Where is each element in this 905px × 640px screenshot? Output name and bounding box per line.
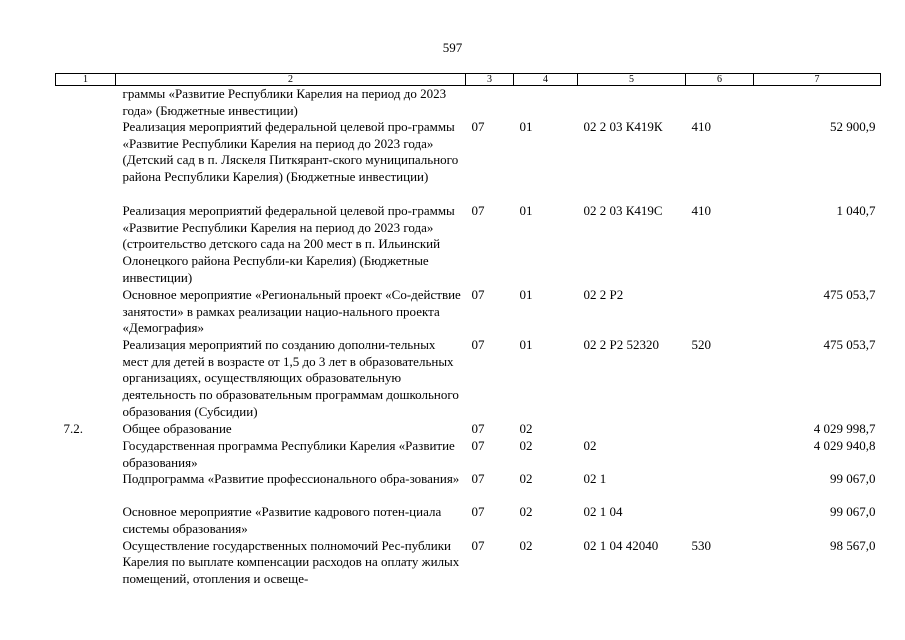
row-target-item: 02 1 04 42040 bbox=[583, 537, 659, 553]
row-target-item: 02 2 03 К419К bbox=[583, 119, 663, 135]
row-number bbox=[56, 86, 116, 120]
row-expense-type: 410 bbox=[691, 119, 711, 135]
row-section bbox=[466, 86, 514, 120]
table-row bbox=[56, 203, 881, 287]
row-target-item: 02 1 bbox=[583, 471, 607, 487]
table-row bbox=[56, 538, 881, 588]
row-number bbox=[56, 337, 116, 421]
row-name: Основное мероприятие «Региональный проект «Со-действие занятости» в рамках реализации нацио-нального проекта «Демография» bbox=[122, 287, 461, 336]
table-row bbox=[56, 337, 881, 421]
row-expense-type: 410 bbox=[691, 203, 711, 219]
row-amount: 98 567,0 bbox=[830, 537, 876, 553]
col-header-2: 2 bbox=[116, 74, 466, 86]
table-row bbox=[56, 287, 881, 337]
row-target-item bbox=[578, 86, 686, 120]
row-subsection: 01 bbox=[519, 337, 533, 353]
row-amount: 99 067,0 bbox=[830, 504, 876, 520]
row-amount: 475 053,7 bbox=[823, 287, 876, 303]
row-amount: 52 900,9 bbox=[830, 119, 876, 135]
row-subsection: 02 bbox=[519, 438, 533, 454]
row-number bbox=[56, 438, 116, 471]
page-number: 597 bbox=[442, 40, 463, 55]
row-expense-type bbox=[686, 504, 754, 537]
row-expense-type bbox=[686, 287, 754, 337]
row-expense-type bbox=[686, 421, 754, 438]
row-name: Подпрограмма «Развитие профессионального обра-зования» bbox=[122, 471, 460, 487]
row-number: 7.2. bbox=[63, 421, 83, 437]
row-name: Реализация мероприятий по созданию дополни-тельных мест для детей в возрасте от 1,5 до 3 лет в образовательных организациях, осуществляющих образовательную деятельность по образовательным программам дошкольного образования (Субсидии) bbox=[122, 337, 459, 419]
row-amount: 4 029 998,7 bbox=[813, 421, 876, 437]
row-subsection: 01 bbox=[519, 203, 533, 219]
row-number bbox=[56, 504, 116, 537]
row-amount: 99 067,0 bbox=[830, 471, 876, 487]
row-name: Государственная программа Республики Карелия «Развитие образования» bbox=[122, 438, 455, 470]
row-amount: 1 040,7 bbox=[836, 203, 876, 219]
row-name: Основное мероприятие «Развитие кадрового потен-циала системы образования» bbox=[122, 504, 442, 536]
row-name: Реализация мероприятий федеральной целевой про-граммы «Развитие Республики Карелия на период до 2023 года» (строительство детского сада на 200 мест в п. Ильинский Олонецкого района Республи-ки Карелия) (Бюджетные инвестиции) bbox=[122, 203, 455, 285]
row-name: Общее образование bbox=[122, 421, 232, 437]
row-subsection: 01 bbox=[519, 287, 533, 303]
table-row bbox=[56, 504, 881, 537]
col-header-1: 1 bbox=[56, 74, 116, 86]
row-subsection bbox=[514, 86, 578, 120]
row-expense-type: 530 bbox=[691, 537, 711, 553]
table-row bbox=[56, 86, 881, 120]
col-header-5: 5 bbox=[578, 74, 686, 86]
row-amount: 475 053,7 bbox=[823, 337, 876, 353]
row-subsection: 01 bbox=[519, 119, 533, 135]
row-section: 07 bbox=[471, 287, 485, 303]
col-header-4: 4 bbox=[514, 74, 578, 86]
row-section: 07 bbox=[471, 438, 485, 454]
row-name: граммы «Развитие Республики Карелия на период до 2023 года» (Бюджетные инвестиции) bbox=[122, 86, 447, 118]
row-section: 07 bbox=[471, 537, 485, 553]
row-expense-type bbox=[686, 438, 754, 471]
row-section: 07 bbox=[471, 504, 485, 520]
table-row bbox=[56, 438, 881, 471]
row-amount bbox=[754, 86, 881, 120]
row-target-item bbox=[578, 421, 686, 438]
table-row bbox=[56, 471, 881, 504]
row-subsection: 02 bbox=[519, 537, 533, 553]
col-header-7: 7 bbox=[754, 74, 881, 86]
row-subsection: 02 bbox=[519, 471, 533, 487]
row-name: Реализация мероприятий федеральной целевой про-граммы «Развитие Республики Карелия на период до 2023 года» (Детский сад в п. Ляскеля Питкярант-ского муниципального района Республики Карелия) (Бюджетные инвестиции) bbox=[122, 119, 459, 184]
row-number bbox=[56, 287, 116, 337]
row-expense-type: 520 bbox=[691, 337, 711, 353]
row-section: 07 bbox=[471, 421, 485, 437]
row-number bbox=[56, 119, 116, 203]
budget-table bbox=[55, 73, 881, 588]
row-subsection: 02 bbox=[519, 421, 533, 437]
row-name: Осуществление государственных полномочий Рес-публики Карелия по выплате компенсации расходов на оплату жилых помещений, отопления и освеще- bbox=[122, 537, 460, 586]
row-section: 07 bbox=[471, 337, 485, 353]
row-number bbox=[56, 538, 116, 588]
row-amount: 4 029 940,8 bbox=[813, 438, 876, 454]
row-target-item: 02 2 P2 bbox=[583, 287, 624, 303]
row-expense-type bbox=[686, 471, 754, 504]
col-header-6: 6 bbox=[686, 74, 754, 86]
row-expense-type bbox=[686, 86, 754, 120]
table-row bbox=[56, 421, 881, 438]
row-section: 07 bbox=[471, 471, 485, 487]
row-target-item: 02 1 04 bbox=[583, 504, 623, 520]
row-number bbox=[56, 203, 116, 287]
row-number bbox=[56, 471, 116, 504]
row-target-item: 02 2 P2 52320 bbox=[583, 337, 659, 353]
row-section: 07 bbox=[471, 203, 485, 219]
col-header-3: 3 bbox=[466, 74, 514, 86]
row-section: 07 bbox=[471, 119, 485, 135]
table-row bbox=[56, 119, 881, 203]
row-target-item: 02 2 03 К419С bbox=[583, 203, 663, 219]
row-target-item: 02 bbox=[583, 438, 597, 454]
row-subsection: 02 bbox=[519, 504, 533, 520]
column-number-header-row bbox=[56, 74, 881, 86]
